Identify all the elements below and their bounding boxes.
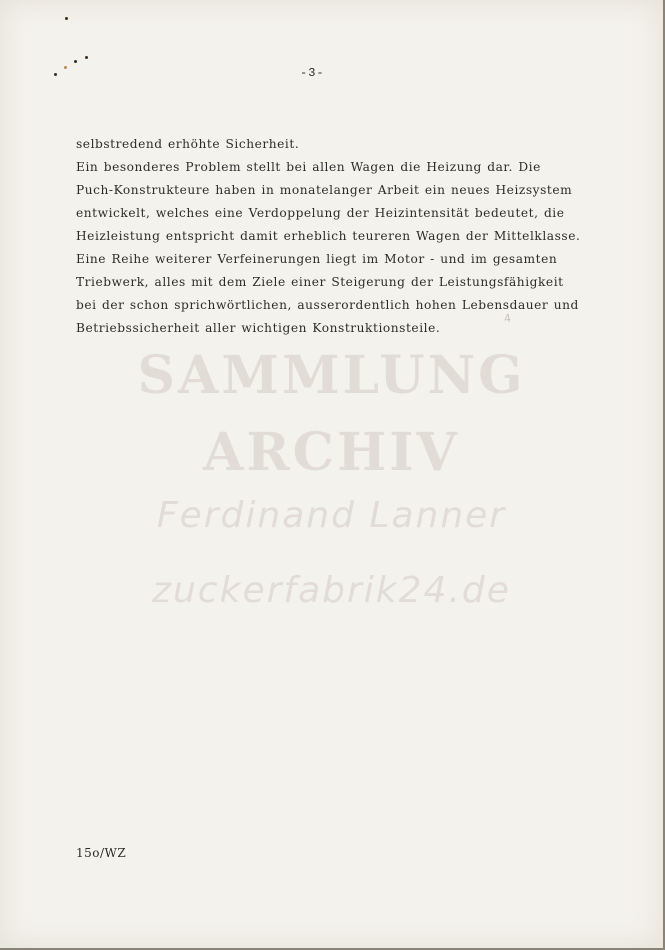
ink-speck xyxy=(54,73,57,76)
footer-reference: 15o/WZ xyxy=(76,846,127,860)
ink-speck xyxy=(65,17,68,20)
body-line: Eine Reihe weiterer Verfeinerungen liegt im Motor - und im gesamten xyxy=(76,252,558,266)
body-line: Ein besonderes Problem stellt bei allen Wagen die Heizung dar. Die xyxy=(76,160,541,174)
ink-speck xyxy=(64,66,67,69)
ink-speck xyxy=(85,56,88,59)
body-line: bei der schon sprichwörtlichen, ausserordentlich hohen Lebensdauer und xyxy=(76,298,579,312)
watermark-line-sammlung: SAMMLUNG xyxy=(137,345,526,406)
watermark-line-archiv: ARCHIV xyxy=(203,422,460,483)
watermark-line-name: Ferdinand Lanner xyxy=(156,495,507,536)
body-line: Triebwerk, alles mit dem Ziele einer Steigerung der Leistungsfähigkeit xyxy=(76,275,564,289)
body-line: selbstredend erhöhte Sicherheit. xyxy=(76,137,300,151)
watermark-line-url: zuckerfabrik24.de xyxy=(152,570,511,611)
body-line: Heizleistung entspricht damit erheblich teureren Wagen der Mittelklasse. xyxy=(76,229,581,243)
body-line: Betriebssicherheit aller wichtigen Konstruktionsteile. xyxy=(76,321,441,335)
pencil-mark: 4 xyxy=(503,311,512,326)
body-line: Puch-Konstrukteure haben in monatelanger Arbeit ein neues Heizsystem xyxy=(76,183,573,197)
body-line: entwickelt, welches eine Verdoppelung der Heizintensität bedeutet, die xyxy=(76,206,565,220)
page-number: -3- xyxy=(300,66,325,80)
ink-speck xyxy=(74,60,77,63)
body-paragraph xyxy=(76,133,596,340)
